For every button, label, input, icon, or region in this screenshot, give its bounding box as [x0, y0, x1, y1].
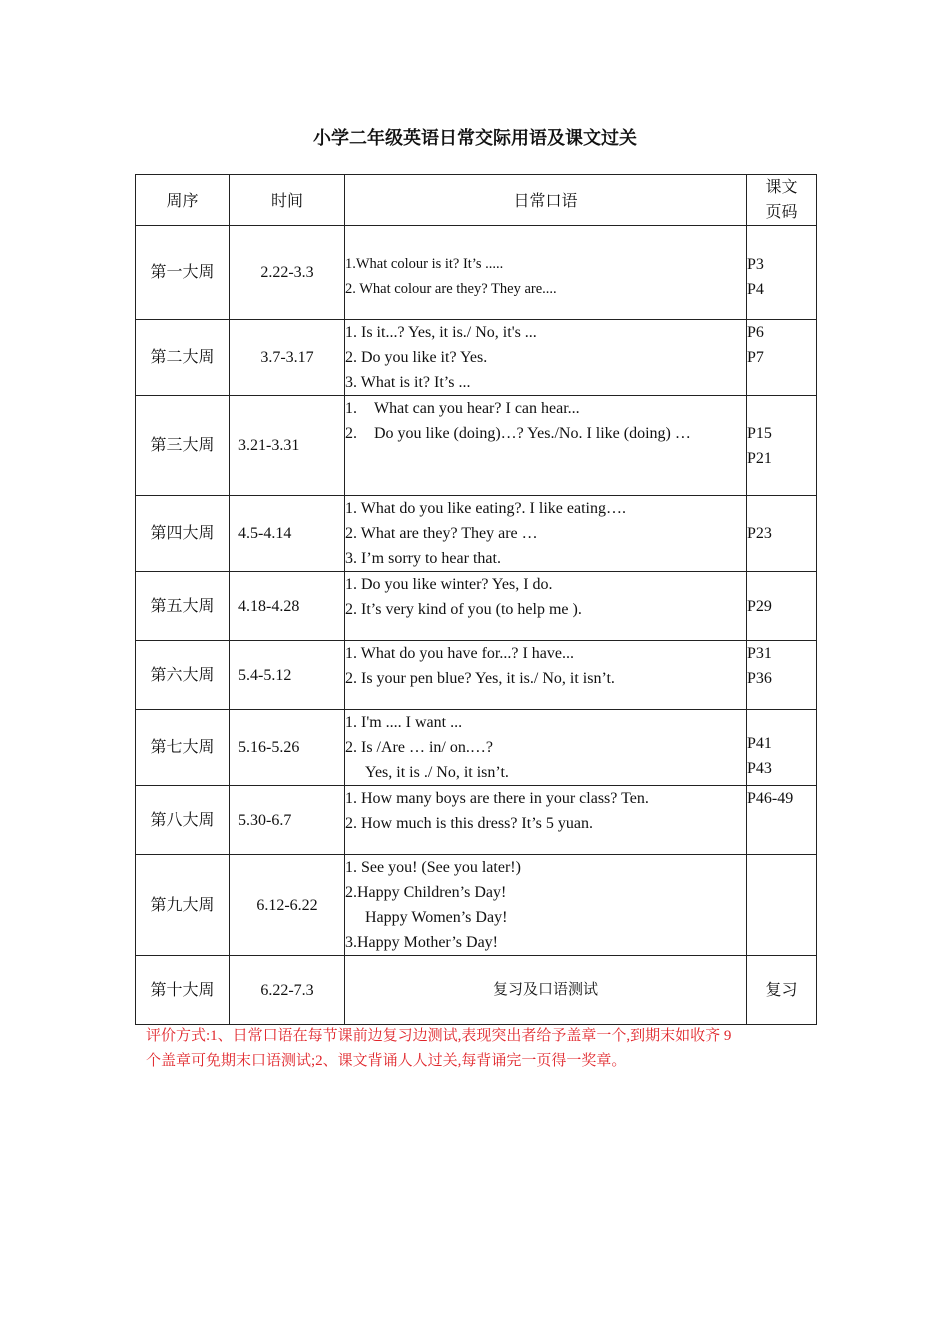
header-expressions: 日常口语: [345, 175, 747, 226]
week-cell: 第七大周: [136, 710, 230, 786]
table-row: [136, 396, 817, 496]
week-cell: 第十大周: [136, 956, 230, 1025]
expression-line: 1.What colour is it? It’s .....: [345, 255, 504, 272]
expression-line: 3.Happy Mother’s Day!: [345, 934, 499, 951]
expressions-cell: [345, 855, 747, 956]
table-row: [136, 710, 817, 786]
expression-line: 2. Is /Are … in/ on.…?: [345, 739, 493, 756]
page-cell: P29: [747, 572, 817, 641]
page-title: 小学二年级英语日常交际用语及课文过关: [313, 128, 637, 148]
page-cell: P6 P7: [747, 320, 817, 396]
expressions-cell: 复习及口语测试: [345, 956, 747, 1025]
expression-line: 2. Do you like it? Yes.: [345, 349, 488, 366]
week-cell: 第五大周: [136, 572, 230, 641]
expressions-cell: [345, 641, 747, 710]
page-cell: P46-49: [747, 786, 817, 855]
week-cell: 第八大周: [136, 786, 230, 855]
week-cell: 第四大周: [136, 496, 230, 572]
expression-line: 1. See you! (See you later!): [345, 859, 521, 876]
time-cell: 6.12-6.22: [230, 855, 345, 956]
table-header-row: [136, 175, 817, 226]
expression-line: 2. What are they? They are …: [345, 525, 538, 542]
page-cell: [747, 855, 817, 956]
expression-line: 3. What is it? It’s ...: [345, 374, 471, 391]
expression-line: 1. Is it...? Yes, it is./ No, it's ...: [345, 324, 537, 341]
time-cell: 3.21-3.31: [230, 396, 345, 496]
table-row: [136, 496, 817, 572]
expression-line: 1. What do you have for...? I have...: [345, 645, 574, 662]
expressions-cell: [345, 786, 747, 855]
expression-line: 1. I'm .... I want ...: [345, 714, 463, 731]
schedule-table: [135, 174, 817, 1025]
time-cell: 6.22-7.3: [230, 956, 345, 1025]
expression-line: 1. How many boys are there in your class? Ten.: [345, 790, 649, 807]
expressions-cell: [345, 226, 747, 320]
expressions-cell: [345, 496, 747, 572]
table-row: [136, 320, 817, 396]
week-cell: 第二大周: [136, 320, 230, 396]
header-page: 课文 页码: [747, 175, 817, 226]
page-cell: P31 P36: [747, 641, 817, 710]
page-cell: P41 P43: [747, 710, 817, 786]
expression-line: Yes, it is ./ No, it isn’t.: [365, 764, 509, 781]
page-cell: P23: [747, 496, 817, 572]
table-row: [136, 786, 817, 855]
time-cell: 5.4-5.12: [230, 641, 345, 710]
expression-line: 2. Is your pen blue? Yes, it is./ No, it isn’t.: [345, 670, 615, 687]
expressions-cell: [345, 572, 747, 641]
table-row: [136, 226, 817, 320]
week-cell: 第一大周: [136, 226, 230, 320]
evaluation-note-line: 评价方式:1、日常口语在每节课前边复习边测试,表现突出者给予盖章一个,到期末如收齐 9: [146, 1028, 732, 1044]
time-cell: 5.16-5.26: [230, 710, 345, 786]
expression-line: 1. Do you like winter? Yes, I do.: [345, 576, 553, 593]
table-row: [136, 855, 817, 956]
expression-line: 3. I’m sorry to hear that.: [345, 550, 501, 567]
page-cell: P15 P21: [747, 396, 817, 496]
week-cell: 第三大周: [136, 396, 230, 496]
expressions-cell: [345, 396, 747, 496]
page-cell: 复习: [747, 956, 817, 1025]
expression-line: 2. How much is this dress? It’s 5 yuan.: [345, 815, 593, 832]
time-cell: 4.18-4.28: [230, 572, 345, 641]
evaluation-note-line: 个盖章可免期末口语测试;2、课文背诵人人过关,每背诵完一页得一奖章。: [146, 1053, 627, 1069]
expressions-cell: [345, 710, 747, 786]
expression-line: 2.Happy Children’s Day!: [345, 884, 507, 901]
expression-item: 2. Do you like (doing)…? Yes./No. I like (doing) …: [345, 425, 691, 442]
table-row: [136, 572, 817, 641]
time-cell: 2.22-3.3: [230, 226, 345, 320]
week-cell: 第九大周: [136, 855, 230, 956]
expression-line: 2. What colour are they? They are....: [345, 280, 557, 297]
expressions-cell: [345, 320, 747, 396]
expression-item: 1. What can you hear? I can hear...: [345, 400, 580, 417]
table-row: [136, 641, 817, 710]
time-cell: 3.7-3.17: [230, 320, 345, 396]
page-cell: P3 P4: [747, 226, 817, 320]
week-cell: 第六大周: [136, 641, 230, 710]
header-time: 时间: [230, 175, 345, 226]
table-row: [136, 956, 817, 1025]
expression-line: Happy Women’s Day!: [365, 909, 508, 926]
header-week: 周序: [136, 175, 230, 226]
time-cell: 5.30-6.7: [230, 786, 345, 855]
expression-line: 2. It’s very kind of you (to help me ).: [345, 601, 582, 618]
evaluation-note: [146, 1024, 814, 1074]
expression-line: 1. What do you like eating?. I like eating….: [345, 500, 626, 517]
time-cell: 4.5-4.14: [230, 496, 345, 572]
